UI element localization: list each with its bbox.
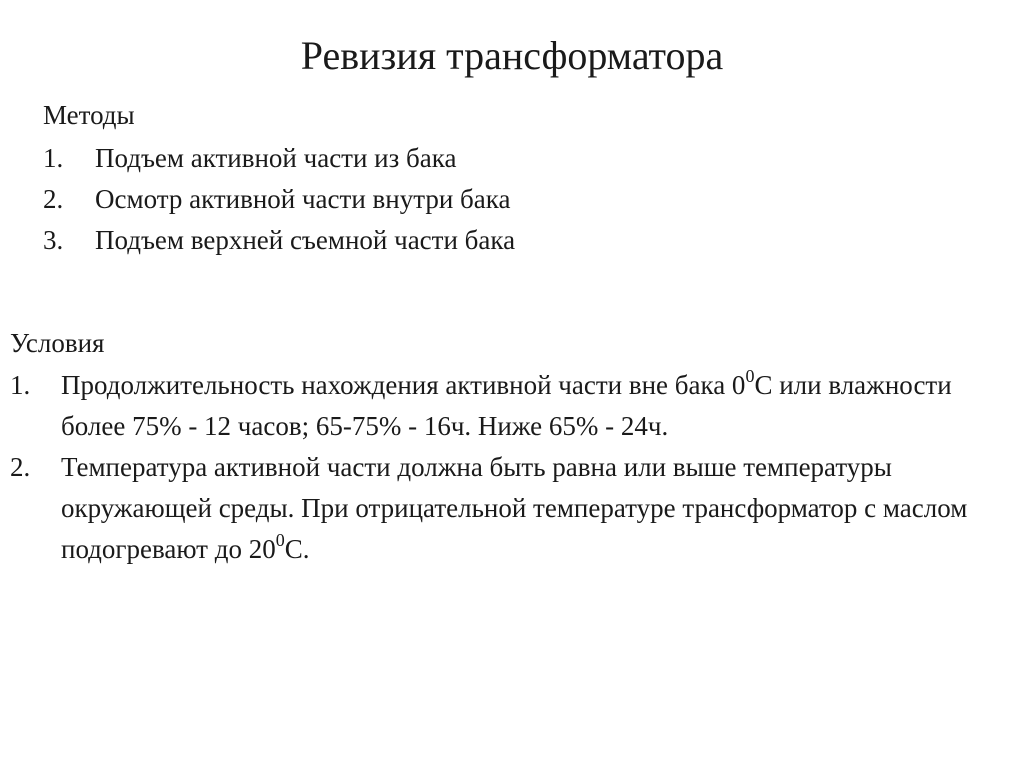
conditions-list (10, 365, 1000, 570)
conditions-item-text-part: Продолжительность нахождения активной части вне бака 0 (61, 370, 746, 400)
methods-item-number: 2. (43, 184, 64, 214)
methods-item-text: Осмотр активной части внутри бака (95, 184, 511, 214)
conditions-item-2 (10, 447, 1000, 570)
methods-item-number: 3. (43, 225, 64, 255)
methods-item-number: 1. (43, 143, 64, 173)
conditions-item-text (61, 365, 1000, 447)
superscript-degree: 0 (745, 366, 755, 386)
conditions-item-1 (10, 365, 1000, 447)
methods-item-2 (43, 179, 983, 220)
methods-item-3 (43, 220, 983, 261)
superscript-degree: 0 (275, 530, 285, 550)
conditions-heading: Условия (10, 328, 105, 358)
methods-heading: Методы (43, 100, 135, 130)
conditions-item-number: 2. (10, 452, 31, 482)
conditions-section (10, 325, 1000, 570)
slide-title: Ревизия трансформатора (300, 33, 724, 78)
conditions-item-text (61, 447, 1000, 570)
methods-section (43, 98, 983, 261)
conditions-item-text-part: С или влажности более 75% - 12 часов; 65-75% - 16ч. Ниже 65% - 24ч. (61, 370, 952, 441)
conditions-item-number: 1. (10, 370, 31, 400)
methods-item-text: Подъем активной части из бака (95, 143, 457, 173)
methods-list (43, 138, 983, 261)
methods-item-1 (43, 138, 983, 179)
conditions-item-text-part: С. (284, 534, 310, 564)
methods-item-text: Подъем верхней съемной части бака (95, 225, 516, 255)
conditions-item-text-part: Температура активной части должна быть равна или выше температуры окружающей среды. При отрицательной температуре трансформатор с маслом подогревают до 20 (61, 452, 968, 564)
